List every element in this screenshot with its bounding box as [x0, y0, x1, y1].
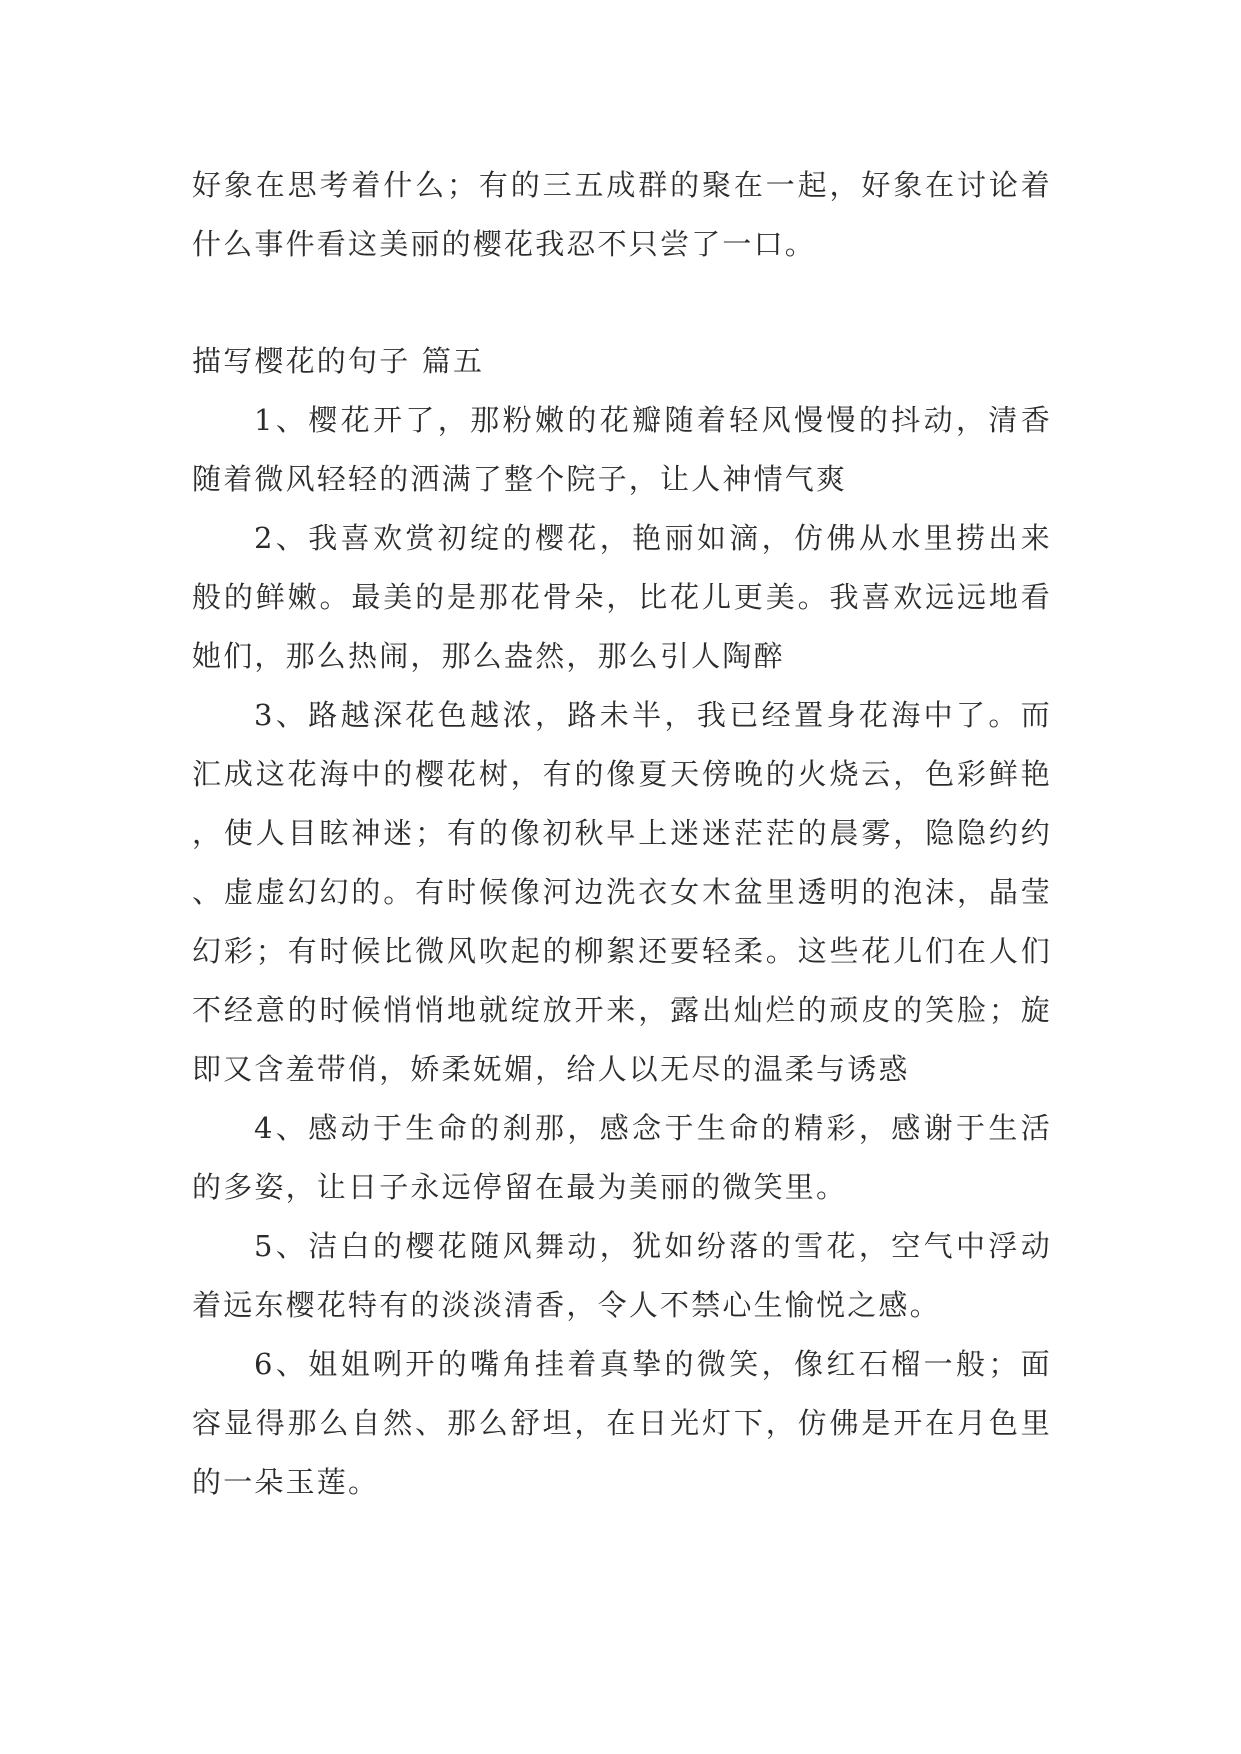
- section-title: 描写樱花的句子 篇五: [192, 344, 485, 378]
- list-item: 5、洁白的樱花随风舞动，犹如纷落的雪花，空气中浮动着远东樱花特有的淡淡清香，令人不禁心生愉悦之感。: [192, 1229, 1052, 1322]
- list-item: 2、我喜欢赏初绽的樱花，艳丽如滴，仿佛从水里捞出来般的鲜嫩。最美的是那花骨朵，比花儿更美。我喜欢远远地看她们，那么热闹，那么盎然，那么引人陶醉: [192, 521, 1052, 673]
- list-item: 6、姐姐咧开的嘴角挂着真挚的微笑，像红石榴一般；面容显得那么自然、那么舒坦，在日光灯下，仿佛是开在月色里的一朵玉莲。: [192, 1347, 1052, 1499]
- list-item: 3、路越深花色越浓，路未半，我已经置身花海中了。而汇成这花海中的樱花树，有的像夏天傍晚的火烧云，色彩鲜艳，使人目眩神迷；有的像初秋早上迷迷茫茫的晨雾，隐隐约约、虚虚幻幻的。有时候像河边洗衣女木盆里透明的泡沫，晶莹幻彩；有时候比微风吹起的柳絮还要轻柔。这些花儿们在人们不经意的时候悄悄地就绽放开来，露出灿烂的顽皮的笑脸；旋即又含羞带俏，娇柔妩媚，给人以无尽的温柔与诱惑: [192, 698, 1052, 1086]
- continuation-text: 好象在思考着什么；有的三五成群的聚在一起，好象在讨论着什么事件看这美丽的樱花我忍不只尝了一口。: [192, 168, 1052, 261]
- section-five: [192, 332, 1052, 1512]
- list-item: 1、樱花开了，那粉嫩的花瓣随着轻风慢慢的抖动，清香随着微风轻轻的洒满了整个院子，让人神情气爽: [192, 403, 1052, 496]
- list-item: 4、感动于生命的刹那，感念于生命的精彩，感谢于生活的多姿，让日子永远停留在最为美丽的微笑里。: [192, 1111, 1052, 1204]
- continuation-paragraph: [192, 156, 1052, 274]
